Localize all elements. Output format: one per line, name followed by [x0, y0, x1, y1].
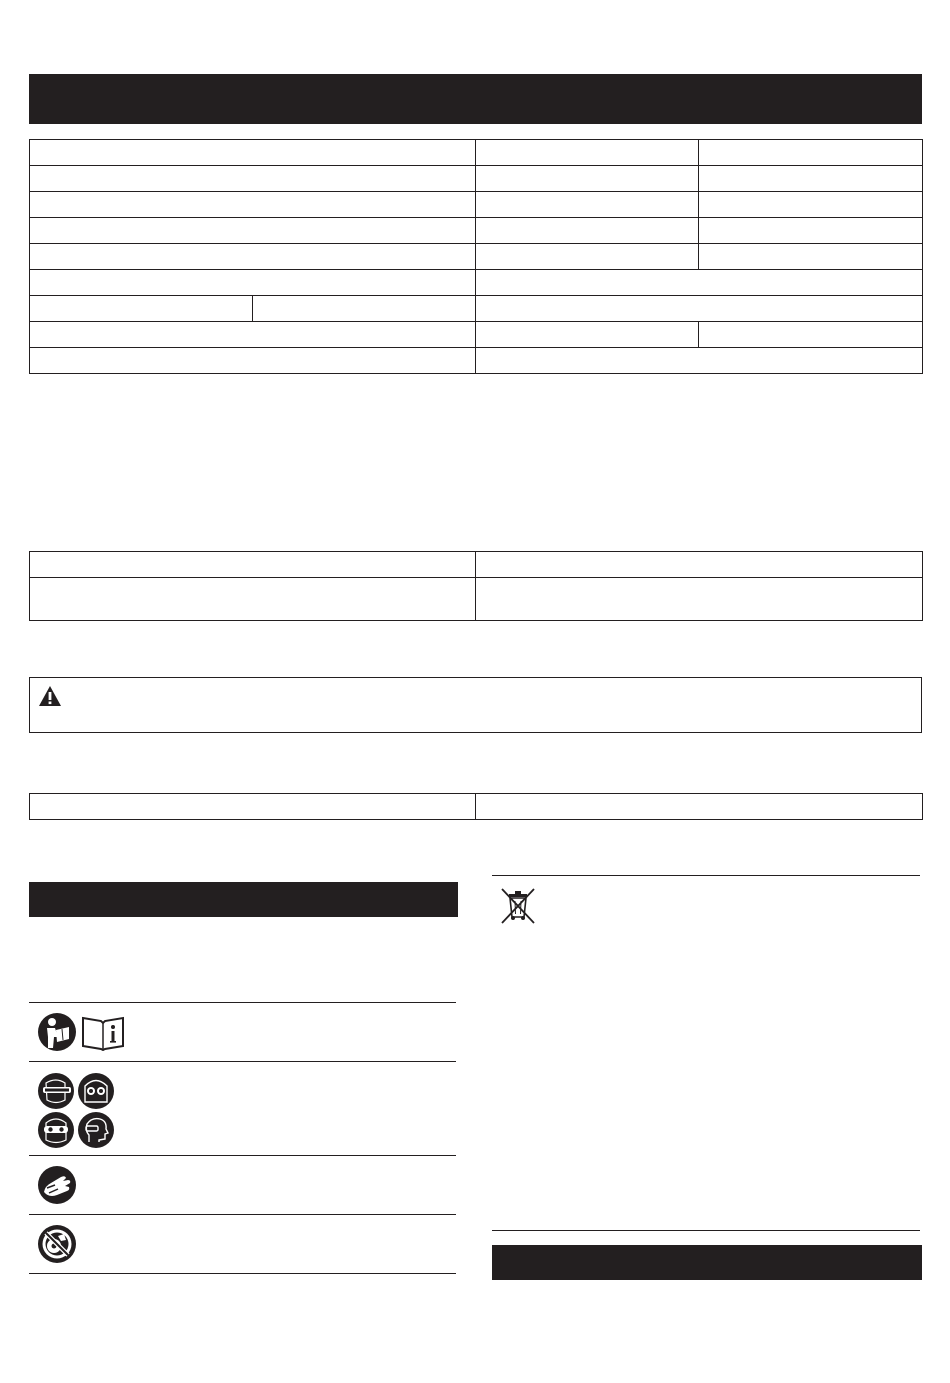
specification-table: [29, 139, 923, 374]
table-cell: [30, 192, 476, 218]
goggles-icon: [37, 1111, 75, 1149]
table-cell: [699, 244, 923, 270]
third-table: [29, 793, 923, 820]
table-cell: [30, 794, 476, 820]
table-row: [30, 552, 923, 578]
no-damaged-wheel-icon: [37, 1224, 77, 1264]
table-cell: [476, 270, 923, 296]
table-cell: [30, 166, 476, 192]
table-row: [30, 348, 923, 374]
second-table: [29, 551, 923, 621]
divider: [29, 1002, 456, 1003]
table-cell: [30, 578, 476, 621]
divider: [29, 1273, 456, 1274]
table-row: [30, 140, 923, 166]
table-cell: [476, 140, 699, 166]
table-cell: [699, 192, 923, 218]
table-cell: [476, 578, 923, 621]
table-row: [30, 244, 923, 270]
eye-protection-icon: [37, 1072, 75, 1110]
table-cell: [476, 552, 923, 578]
table-cell: [699, 166, 923, 192]
table-cell: [30, 322, 476, 348]
table-cell: [30, 244, 476, 270]
table-cell: [30, 552, 476, 578]
warning-triangle-icon: [38, 685, 62, 707]
symbols-section-header: [29, 882, 458, 917]
table-row: [30, 296, 923, 322]
table-row: [30, 218, 923, 244]
divider: [492, 875, 920, 876]
table-row: [30, 322, 923, 348]
table-cell: [30, 140, 476, 166]
table-cell: [253, 296, 476, 322]
table-cell: [699, 322, 923, 348]
table-cell: [476, 244, 699, 270]
table-cell: [699, 218, 923, 244]
table-cell: [476, 192, 699, 218]
table-cell: [476, 348, 923, 374]
instruction-book-icon: [81, 1015, 125, 1051]
header-bar: [29, 74, 922, 124]
divider: [29, 1061, 456, 1062]
read-manual-icon: [37, 1012, 77, 1052]
warning-box: [29, 677, 922, 733]
table-cell: [30, 348, 476, 374]
table-cell: [476, 218, 699, 244]
table-row: [30, 166, 923, 192]
table-cell: [30, 218, 476, 244]
table-row: [30, 578, 923, 621]
table-row: [30, 794, 923, 820]
table-cell: [476, 166, 699, 192]
divider: [29, 1155, 456, 1156]
divider: [492, 1230, 920, 1231]
face-shield-icon: [77, 1072, 115, 1110]
wear-gloves-icon: [37, 1165, 77, 1205]
table-cell: [476, 794, 923, 820]
table-row: [30, 270, 923, 296]
table-cell: [30, 270, 476, 296]
table-cell: [699, 140, 923, 166]
table-row: [30, 192, 923, 218]
table-cell: [476, 296, 923, 322]
divider: [29, 1214, 456, 1215]
crossed-out-bin-icon: [500, 887, 536, 925]
safety-glasses-icon: [77, 1111, 115, 1149]
table-cell: [30, 296, 253, 322]
table-cell: [476, 322, 699, 348]
bottom-section-header: [492, 1245, 922, 1280]
